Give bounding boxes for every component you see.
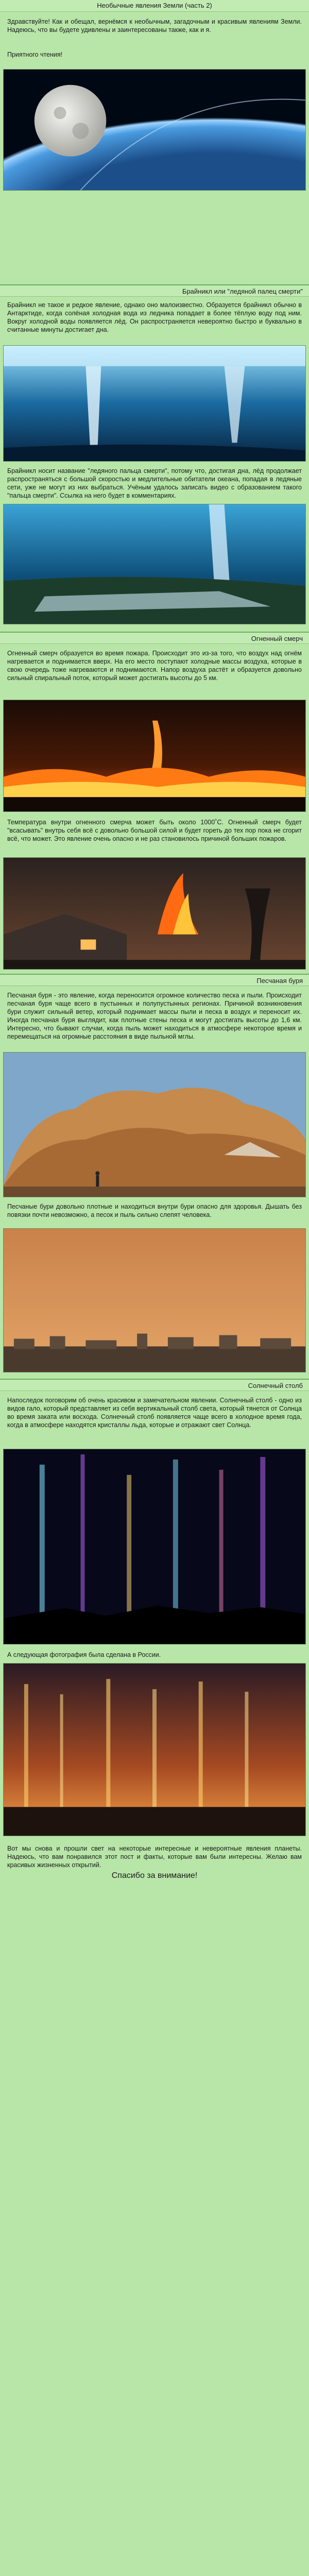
sunpillar-text-1: Напоследок поговорим об очень красивом и замечательном явлении. Солнечный столб - одно из видов гало, который представляет из себя вертикальный столб света, который тянется от Солнца во время заката или восхода. Солнечный столб появляется чаще всего в холодное время года, когда в атмосфере находятся кристаллы льда, которые и отражают свет Солнца. — [7, 1397, 302, 1429]
page-title: Необычные явления Земли (часть 2) — [0, 0, 309, 12]
firewhirl-text-1: Огненный смерч образуется во время пожара. Происходит это из-за того, что воздух над огнём нагревается и поднимается вверх. На его место поступают холодные массы воздуха, которые в свою очередь тоже нагреваются и поднимаются. Напор воздуха растёт и образуется довольно сильный спиральный поток, который может достигать высоты до 5 км. — [7, 650, 302, 682]
section-firewhirl-heading: Огненный смерч — [0, 632, 309, 644]
brinicle-text-1: Брайникл не такое и редкое явление, однако оно малоизвестно. Образуется брайникл обычно в Антарктиде, когда солёная холодная вода из ледника попадает в более тёплую воду под ним. Вокруг холодной воды появляется лёд. Он распространяется невероятно быстро и буквально в считанные минуты достигает дна. — [7, 301, 302, 333]
firewhirl-text-2: Температура внутри огненного смерча может быть около 1000˚С. Огненный смерч будет "всасывать" внутрь себя всё с довольно большой силой и будет гореть до тех пор пока не сгорит всё, что может. Это явление очень опасно и не раз становилось причиной больших пожаров. — [7, 819, 302, 842]
section-brinicle-heading: Брайникл или "ледяной палец смерти" — [0, 284, 309, 297]
fire-whirl-photo — [3, 700, 306, 812]
house-fire-photo — [3, 857, 306, 970]
sandstorm-text-2: Песчаные бури довольно плотные и находиться внутри бури опасно для здоровья. Дышать без повязки почти невозможно, а песок и пыль сильно слепят человека. — [7, 1203, 302, 1218]
sandstorm-photo — [3, 1052, 306, 1197]
sunpillar-text-3: Вот мы снова и прошли свет на некоторые интересные и невероятные явления планеты. Надеюсь, что вам понравился этот пост и факты, которые вам были интересны. Желаю вам красивых жизненных открытий. — [7, 1845, 302, 1869]
sunpillar-text-2: А следующая фотография была сделана в России. — [7, 1651, 161, 1658]
sandstorm-city-photo — [3, 1228, 306, 1372]
section-sandstorm-heading: Песчаная буря — [0, 974, 309, 986]
thanks-text: Спасибо за внимание! — [111, 1871, 198, 1880]
sun-pillar-russia-photo — [3, 1663, 306, 1836]
brinicle-seabed-photo — [3, 504, 306, 624]
sandstorm-text-1: Песчаная буря - это явление, когда переносится огромное количество песка и пыли. Происходит песчаная буря чаще всего в пустынных и полупустынных регионах. Причиной возникновения бури служит сильный ветер, который поднимает массы пыли и песка в воздух и переносит их. Иногда песчаная буря выглядит, как плотные стены песка и могут достигать высоты до 1,6 км. Интересно, что бывают случаи, когда пыль может находиться в атмосфере некоторое время и перемещаться на огромные расстояния в виде пыльной мглы. — [7, 992, 302, 1040]
brinicle-photo — [3, 345, 306, 462]
brinicle-text-2: Брайникл носит название "ледяного пальца смерти", потому что, достигая дна, лёд продолжает распространяться с большой скоростью и медлительные обитатели океана, попадая в ледяные сети, уже не могут из них выбраться. Учёным удалось записать видео с образованием такого "пальца смерти". Ссылка на него будет в комментариях. — [7, 467, 302, 499]
intro-greeting: Приятного чтения! — [7, 51, 63, 58]
intro-text: Здравствуйте! Как и обещал, вернёмся к необычным, загадочным и красивым явлениям Земли. Надеюсь, что вы будете удивлены и заинтересованы также, как и я. — [7, 18, 302, 33]
light-pillars-photo — [3, 1449, 306, 1645]
section-sunpillar-heading: Солнечный столб — [0, 1379, 309, 1391]
moon-earth-photo — [3, 69, 306, 191]
